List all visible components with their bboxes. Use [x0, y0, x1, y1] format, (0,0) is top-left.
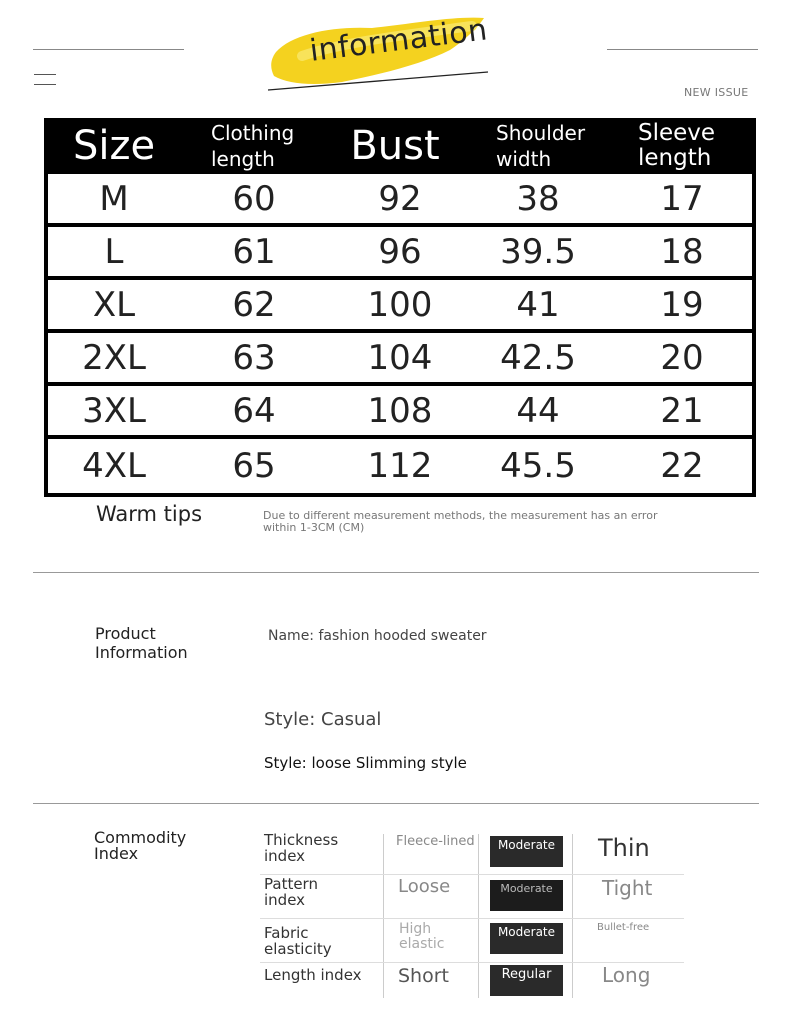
warm-tips-text: Due to different measurement methods, the measurement has an error within 1-3CM (CM)	[263, 509, 658, 535]
index-row-line	[260, 918, 684, 919]
table-row	[48, 333, 752, 382]
product-info-title	[95, 624, 188, 662]
table-row	[48, 174, 752, 223]
header-clothing-length: Clothing length	[211, 120, 295, 171]
logo-text: information	[307, 12, 490, 69]
cell-clothing-length: 60	[232, 178, 276, 219]
index-option-short: Short	[398, 965, 449, 987]
cell-sleeve-length: 20	[660, 337, 704, 378]
cell-sleeve-length: 17	[660, 178, 704, 219]
cell-sleeve-length: 19	[660, 284, 704, 325]
index-selected-pattern: Moderate	[490, 880, 563, 911]
index-label-line1: Pattern	[264, 875, 318, 893]
product-fit: Style: loose Slimming style	[264, 754, 467, 772]
commodity-index-title	[94, 830, 186, 862]
cell-size: M	[99, 178, 129, 219]
header-shoulder-width: Shoulder width	[496, 120, 586, 171]
index-grid-line	[478, 834, 479, 998]
index-row-line	[260, 874, 684, 875]
index-label-pattern	[264, 877, 318, 909]
header-bust: Bust	[350, 122, 440, 169]
commodity-index-title-line1: Commodity	[94, 828, 187, 847]
product-info-title-line2: Information	[95, 643, 188, 663]
cell-bust: 104	[367, 337, 433, 378]
cell-bust: 100	[367, 284, 433, 325]
table-row	[48, 280, 752, 329]
index-label-line1: Thickness	[264, 831, 339, 849]
index-selected-elasticity: Moderate	[490, 923, 563, 954]
header-rule-right	[607, 49, 758, 50]
index-grid-line	[572, 834, 573, 998]
header-rule-left	[33, 49, 184, 50]
cell-size: L	[104, 231, 124, 272]
cell-bust: 92	[378, 178, 422, 219]
cell-clothing-length: 62	[232, 284, 276, 325]
index-label-line2: index	[264, 846, 306, 865]
cell-size: XL	[92, 284, 136, 325]
size-table-header	[44, 118, 756, 173]
information-logo	[262, 12, 512, 98]
table-row	[48, 386, 752, 435]
index-label-fabric-elasticity	[264, 926, 332, 958]
index-label-thickness	[264, 833, 338, 865]
cell-clothing-length: 63	[232, 337, 276, 378]
index-label-length: Length index	[264, 966, 362, 984]
section-divider	[33, 803, 759, 804]
cell-bust: 96	[378, 231, 422, 272]
cell-sleeve-length: 21	[660, 390, 704, 431]
menu-icon[interactable]	[34, 74, 56, 86]
cell-size: 3XL	[82, 390, 146, 431]
index-option-line1: High	[399, 921, 432, 937]
cell-shoulder-width: 42.5	[500, 337, 576, 378]
index-option-loose: Loose	[398, 876, 451, 897]
index-label-line1: Fabric	[264, 924, 309, 942]
size-table	[44, 118, 756, 497]
product-style: Style: Casual	[264, 709, 382, 730]
section-divider	[33, 572, 759, 573]
cell-shoulder-width: 39.5	[500, 231, 576, 272]
cell-shoulder-width: 45.5	[500, 446, 576, 486]
cell-clothing-length: 64	[232, 390, 276, 431]
warm-tips-title: Warm tips	[96, 502, 203, 526]
header-size: Size	[72, 122, 156, 169]
cell-bust: 108	[367, 390, 433, 431]
product-info-title-line1: Product	[95, 624, 156, 643]
cell-shoulder-width: 44	[516, 390, 560, 431]
index-label-line2: index	[264, 890, 306, 909]
cell-sleeve-length: 22	[660, 446, 704, 486]
index-option-thin: Thin	[598, 834, 650, 862]
index-label-line2: elasticity	[264, 939, 332, 958]
commodity-index-title-line2: Index	[94, 844, 139, 863]
index-selected-thickness: Moderate	[490, 836, 563, 867]
cell-clothing-length: 65	[232, 446, 276, 486]
index-option-high-elastic	[399, 922, 444, 951]
cell-shoulder-width: 38	[516, 178, 560, 219]
header-sleeve-length: Sleeve length	[638, 120, 716, 171]
table-row	[48, 439, 752, 493]
index-selected-length: Regular	[490, 965, 563, 996]
index-option-bullet-free: Bullet-free	[597, 922, 650, 933]
cell-sleeve-length: 18	[660, 231, 704, 272]
table-row	[48, 227, 752, 276]
cell-shoulder-width: 41	[516, 284, 560, 325]
index-option-line2: elastic	[399, 935, 445, 952]
index-grid-line	[383, 834, 384, 998]
cell-bust: 112	[367, 446, 433, 486]
product-name: Name: fashion hooded sweater	[268, 628, 487, 644]
cell-size: 4XL	[82, 446, 146, 486]
index-option-long: Long	[602, 963, 651, 987]
cell-size: 2XL	[82, 337, 146, 378]
index-option-tight: Tight	[602, 876, 653, 900]
index-option-fleece-lined: Fleece-lined	[396, 834, 475, 849]
cell-clothing-length: 61	[232, 231, 276, 272]
new-issue-label: NEW ISSUE	[684, 86, 749, 99]
